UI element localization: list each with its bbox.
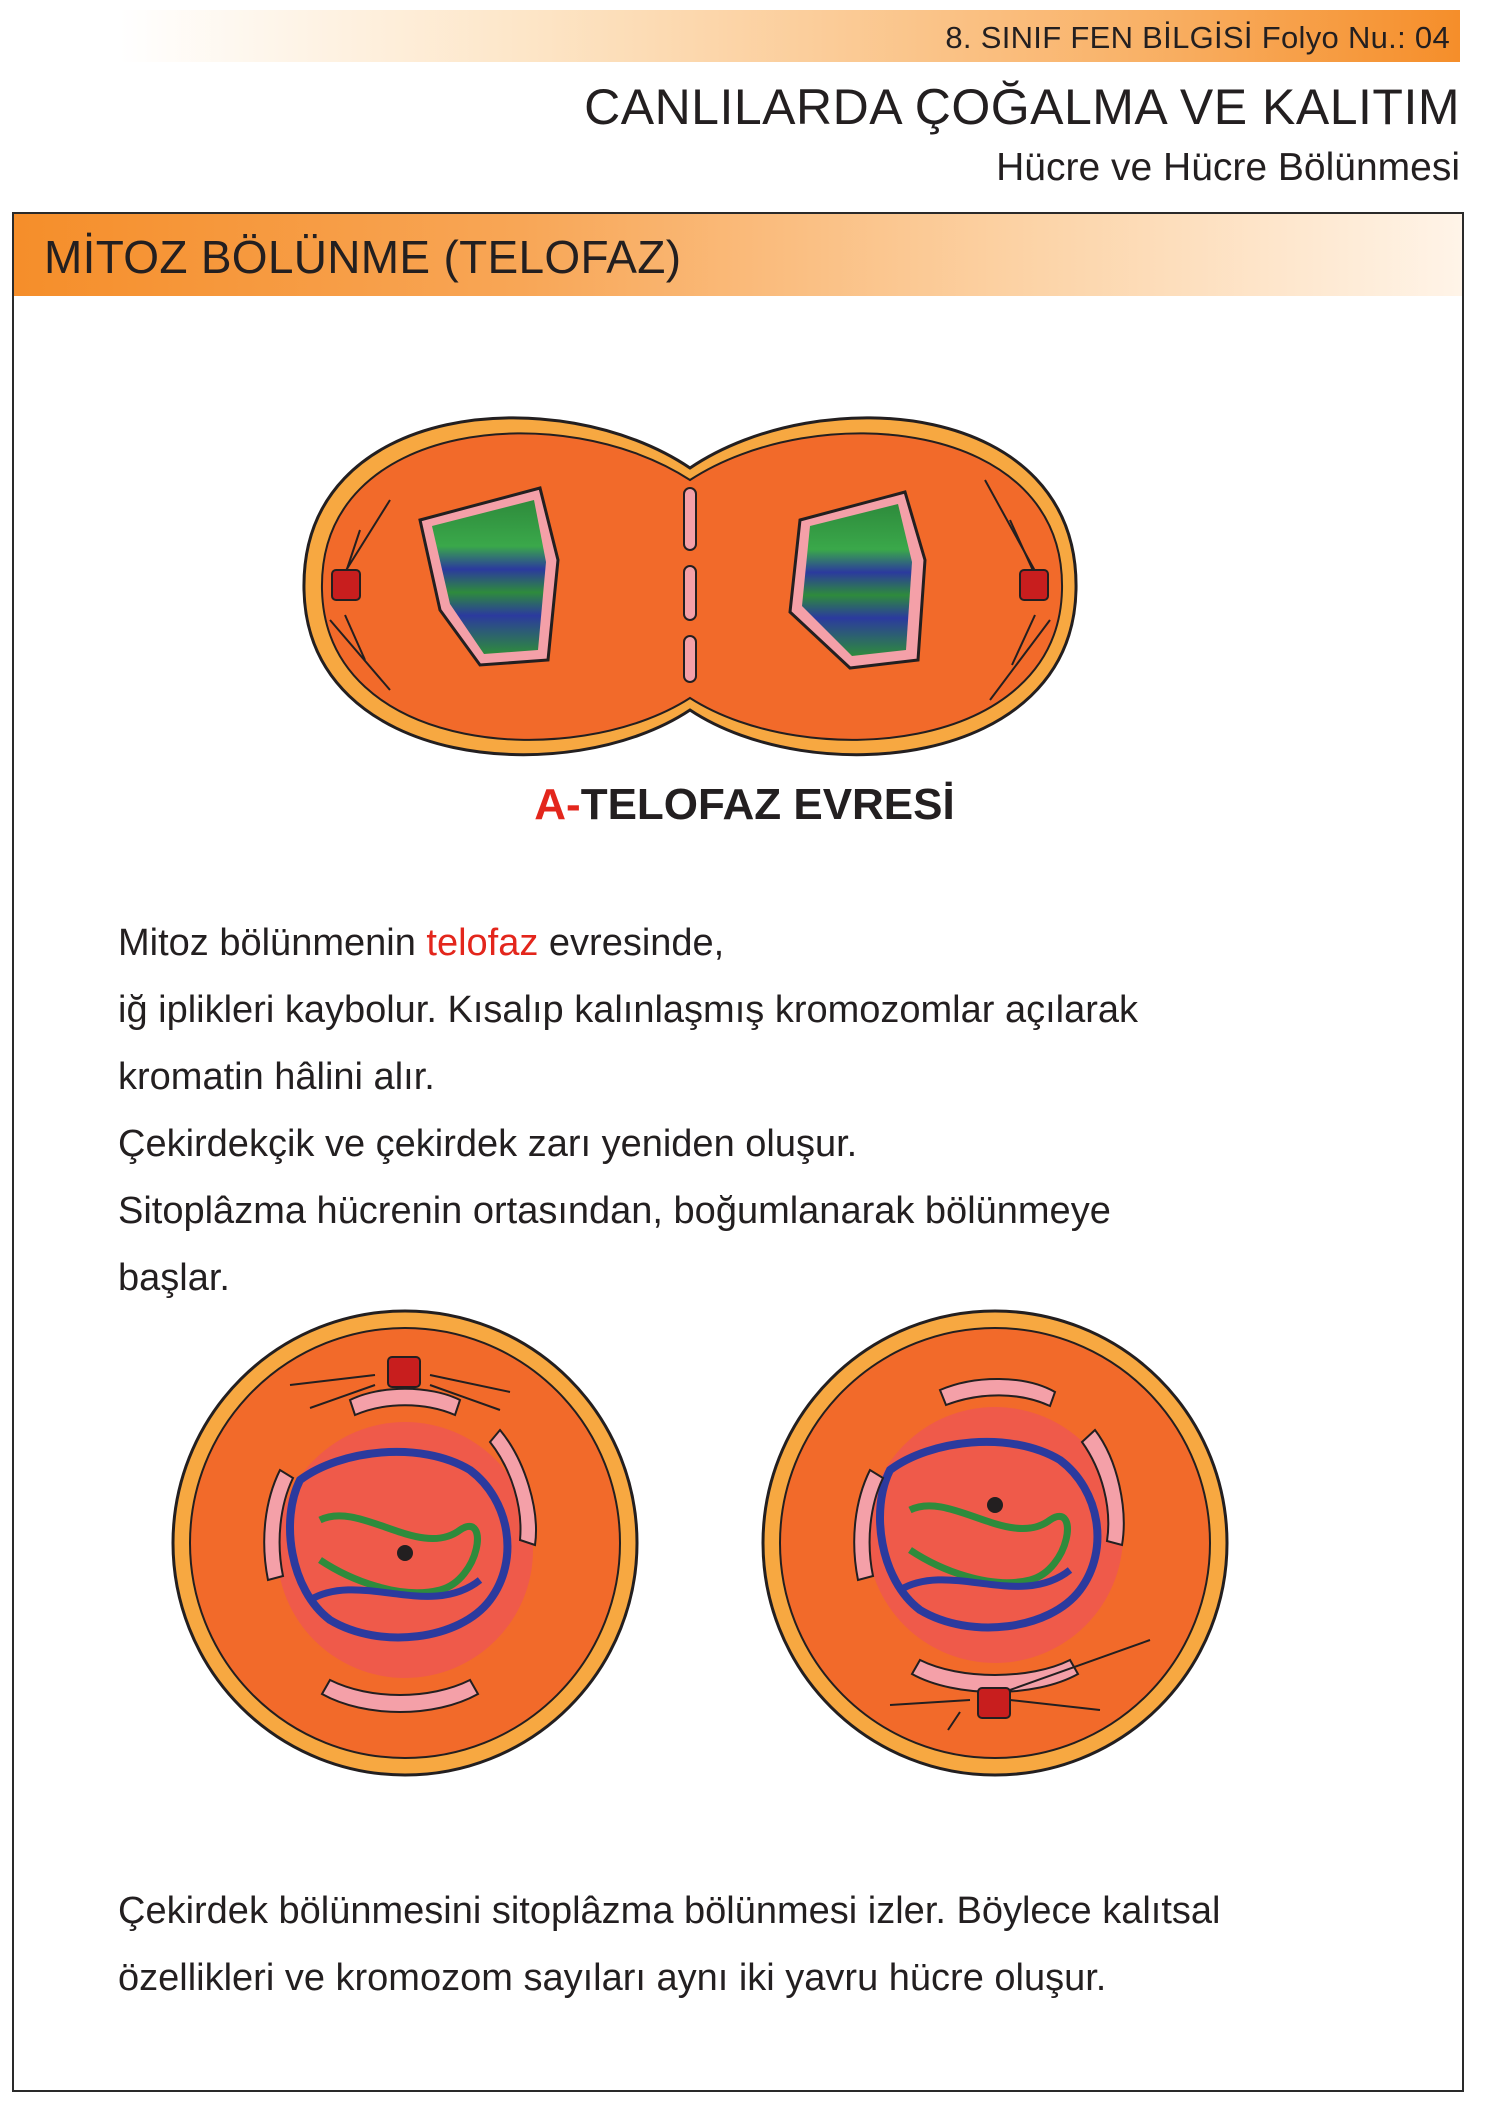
folio-label: 8. SINIF FEN BİLGİSİ Folyo Nu.: 04 [945, 20, 1450, 55]
conclusion-line-1: Çekirdek bölünmesini sitoplâzma bölünmesi izler. Böylece kalıtsal [118, 1890, 1221, 1932]
unit-title: CANLILARDA ÇOĞALMA VE KALITIM [584, 79, 1460, 135]
unit-subtitle: Hücre ve Hücre Bölünmesi [996, 146, 1460, 189]
paragraph-text: evresinde, [538, 922, 725, 964]
paragraph-line-4: Çekirdekçik ve çekirdek zarı yeniden oluşur. [118, 1123, 858, 1165]
section-title: MİTOZ BÖLÜNME (TELOFAZ) [44, 231, 682, 283]
paragraph-line-1 [118, 910, 1418, 977]
paragraph-text: Mitoz bölünmenin [118, 922, 427, 964]
paragraph-line-6: başlar. [118, 1257, 230, 1299]
figure-caption [0, 780, 1489, 830]
caption-main: TELOFAZ EVRESİ [580, 780, 955, 829]
centriole-icon [388, 1357, 420, 1387]
caption-prefix: A- [534, 780, 581, 829]
centriole-icon [978, 1688, 1010, 1718]
paragraph-line-3: kromatin hâlini alır. [118, 1056, 435, 1098]
highlight-term: telofaz [426, 922, 539, 964]
cell-plate-fragments [684, 488, 696, 682]
telophase-description [118, 910, 1418, 1312]
conclusion-line-2: özellikleri ve kromozom sayıları aynı iki yavru hücre oluşur. [118, 1957, 1107, 1999]
paragraph-line-2: iğ iplikleri kaybolur. Kısalıp kalınlaşmış kromozomlar açılarak [118, 989, 1139, 1031]
conclusion-text [118, 1878, 1448, 2012]
daughter-cell-left [173, 1311, 637, 1775]
paragraph-line-5: Sitoplâzma hücrenin ortasından, boğumlanarak bölünmeye [118, 1190, 1111, 1232]
telophase-dividing-cell [304, 418, 1076, 755]
daughter-cell-right [763, 1311, 1227, 1775]
